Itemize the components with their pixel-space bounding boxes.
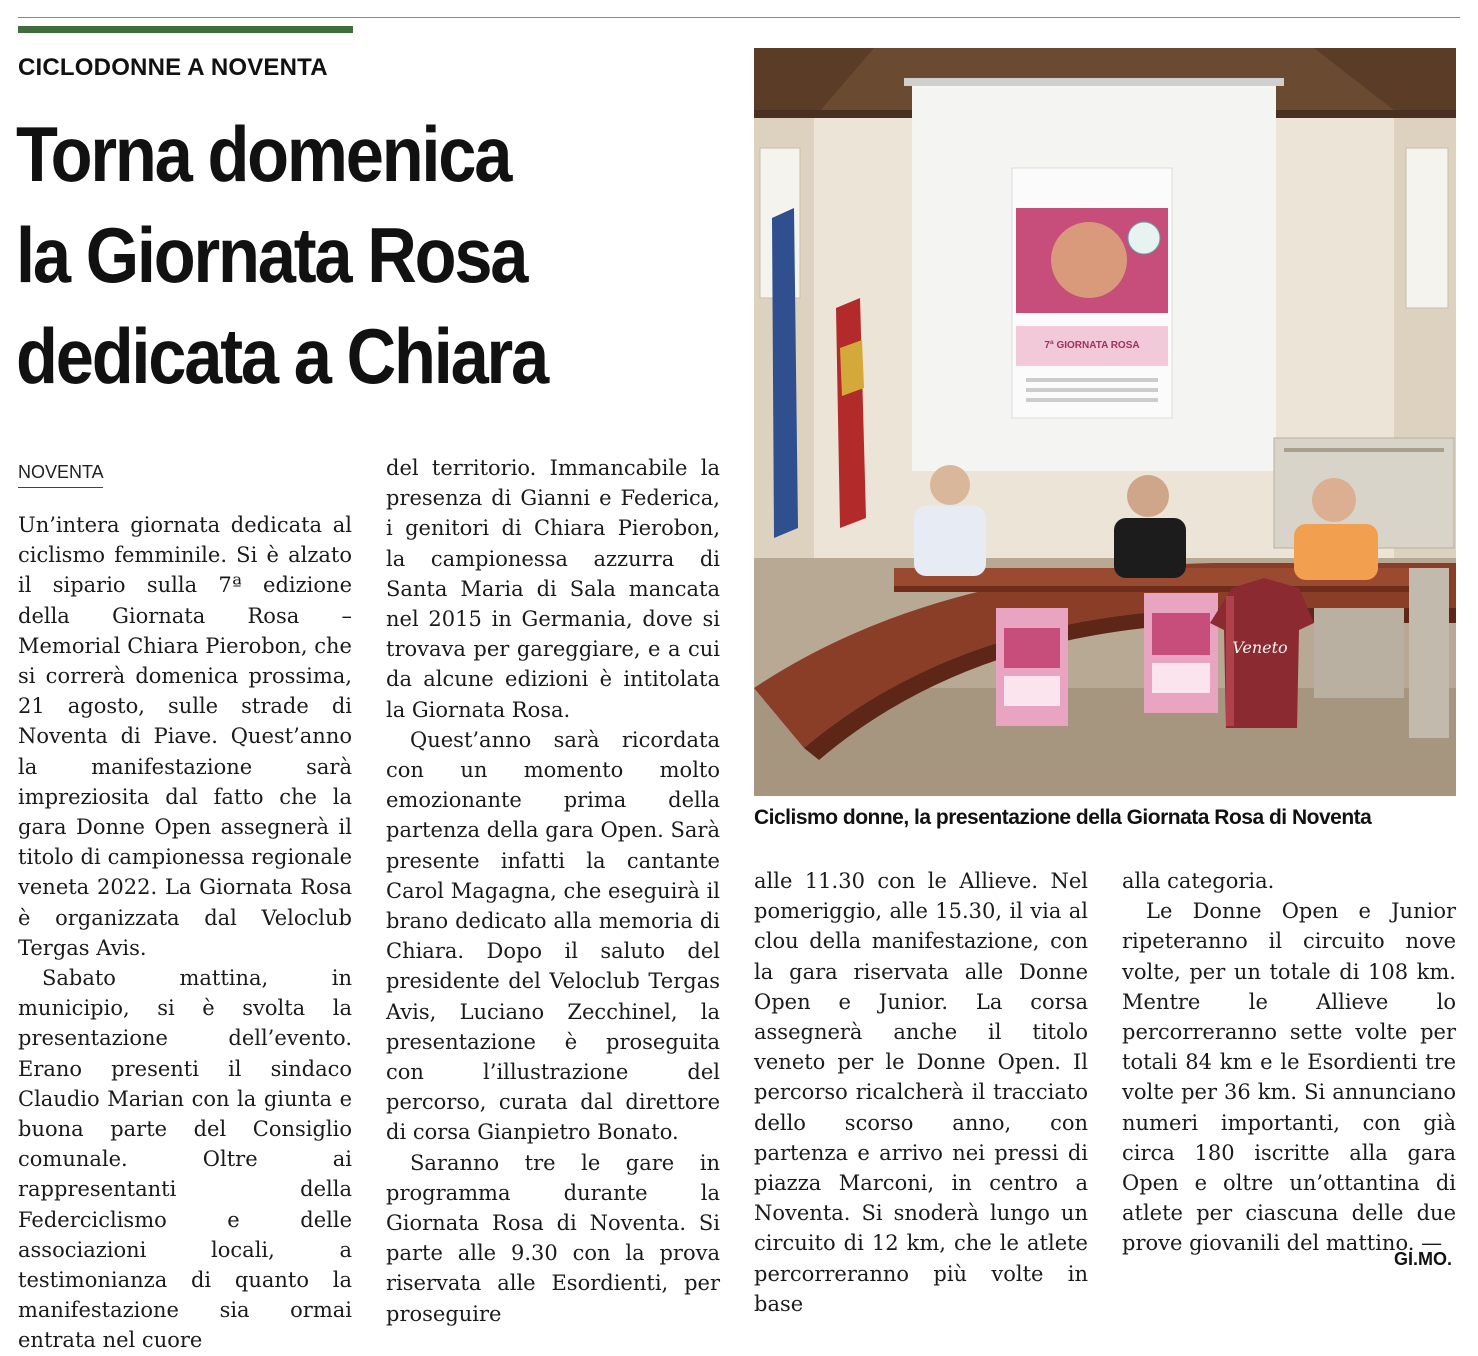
- paragraph: alla categoria.: [1122, 869, 1275, 893]
- headline-line-3: dedicata a Chiara: [16, 312, 548, 400]
- article-column-1: [18, 510, 352, 1356]
- paragraph: Sabato mattina, in municipio, si è svolta la presentazione dell’evento. Erano presenti il sindaco Claudio Marian con la giunta e buona parte del Consiglio comunale. Oltre ai rappresentanti della Federciclismo e delle associazioni locali, a testimonianza di quanto la manifestazione sia ormai entrata nel cuore: [18, 966, 352, 1353]
- headline: [16, 104, 641, 407]
- kicker: CICLODONNE A NOVENTA: [18, 54, 328, 81]
- projected-poster-title: 7ª GIORNATA ROSA: [1044, 340, 1140, 351]
- paragraph: alle 11.30 con le Allieve. Nel pomeriggio, alle 15.30, il via al clou della manifestazione, con la gara riservata alle Donne Open e Junior. La corsa assegnerà anche il titolo veneto per le Donne Open. Il percorso ricalcherà il tracciato dello scorso anno, con partenza e arrivo nei pressi di piazza Marconi, in centro a Noventa. Si snoderà lungo un circuito di 12 km, che le atlete percorreranno più volte in base: [754, 869, 1088, 1316]
- press-conference-photo: [754, 48, 1456, 796]
- headline-line-1: Torna domenica: [16, 110, 511, 198]
- paragraph: Le Donne Open e Junior ripeteranno il circuito nove volte, per un totale di 108 km. Mentre le Allieve lo percorreranno sette volte per totali 84 km e le Esordienti tre volte per 36 km. Si annunciano numeri importanti, con già circa 180 iscritte alla gara Open e oltre un’ottantina di atlete per ciascuna delle due prove giovanili del mattino. —: [1122, 899, 1456, 1256]
- article-column-4: [1122, 866, 1456, 1259]
- photo-caption: Ciclismo donne, la presentazione della Giornata Rosa di Noventa: [754, 806, 1372, 829]
- top-rule: [18, 17, 1460, 18]
- article-column-3: [754, 866, 1088, 1319]
- headline-line-2: la Giornata Rosa: [16, 211, 527, 299]
- jersey-lettering: Veneto: [1232, 638, 1288, 657]
- paragraph: del territorio. Immancabile la presenza di Gianni e Federica, i genitori di Chiara Pierobon, la campionessa azzurra di Santa Maria di Sala mancata nel 2015 in Germania, dove si trovava per gareggiare, e a cui da alcune edizioni è intitolata la Giornata Rosa.: [386, 456, 720, 722]
- byline: GI.MO.: [1394, 1249, 1452, 1269]
- paragraph: Quest’anno sarà ricordata con un momento molto emozionante prima della partenza della gara Open. Sarà presente infatti la cantante Carol Magagna, che eseguirà il brano dedicato alla memoria di Chiara. Dopo il saluto del presidente del Veloclub Tergas Avis, Luciano Zecchinel, la presentazione è proseguita con l’illustrazione del percorso, curata dal direttore di corsa Gianpietro Bonato.: [386, 727, 720, 1145]
- paragraph: Un’intera giornata dedicata al ciclismo femminile. Si è alzato il sipario sulla 7ª edizione della Giornata Rosa – Memorial Chiara Pierobon, che si correrà domenica prossima, 21 agosto, sulle strade di Noventa di Piave. Quest’anno la manifestazione sarà impreziosita dal fatto che la gara Donne Open assegnerà il titolo di campionessa regionale veneta 2022. La Giornata Rosa è organizzata dal Veloclub Tergas Avis.: [18, 513, 352, 960]
- section-accent-bar: [18, 26, 353, 33]
- article-column-2: [386, 453, 720, 1329]
- paragraph: Saranno tre le gare in programma durante la Giornata Rosa di Noventa. Si parte alle 9.30 con la prova riservata alle Esordienti, per proseguire: [386, 1150, 720, 1326]
- dateline: NOVENTA: [18, 462, 103, 488]
